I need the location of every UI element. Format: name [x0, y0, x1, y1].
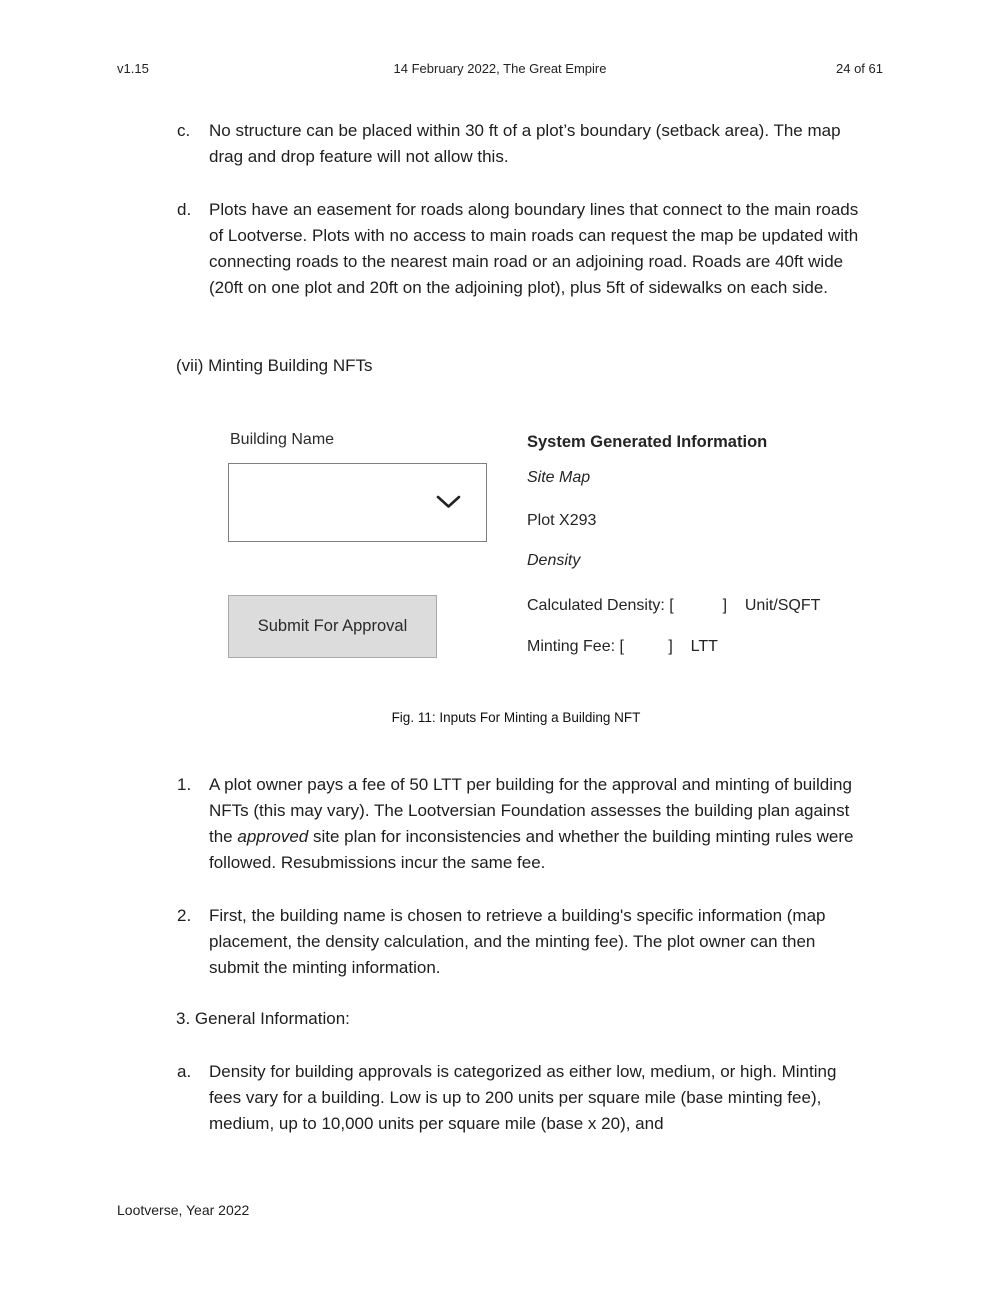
document-date-title: 14 February 2022, The Great Empire [393, 61, 607, 76]
submit-button-label: Submit For Approval [257, 617, 408, 635]
paragraph-d [117, 197, 867, 301]
calculated-density-field: Calculated Density: [ ] Unit/SQFT [527, 597, 821, 614]
submit-for-approval-button[interactable] [228, 595, 437, 658]
density-label: Density [527, 552, 581, 569]
paragraph-text-italic: approved [237, 827, 309, 846]
plot-value: Plot X293 [527, 512, 597, 529]
list-marker: 1. [177, 775, 192, 794]
paragraph-text-pre: A plot owner pays a fee of 50 LTT per building for the approval and minting of building NFTs (this may vary). The Lootversian Foundation assesses the building plan against the [209, 775, 852, 846]
paragraph-text: First, the building name is chosen to retrieve a building's specific information (map placement, the density calculation, and the minting fee). The plot owner can then submit the minting information. [209, 906, 826, 977]
heading-general-information: 3. General Information: [176, 1009, 350, 1028]
version-label: v1.15 [117, 61, 149, 76]
list-marker: c. [177, 121, 191, 140]
list-marker: d. [177, 200, 192, 219]
paragraph-text: Density for building approvals is categorized as either low, medium, or high. Minting fees vary for a building. Low is up to 200 units per square mile (base minting fee), medium, up to 10,000 units per square mile (base x 20), and [209, 1062, 837, 1133]
list-item-2 [117, 903, 867, 981]
page-header [117, 61, 883, 76]
footer-text: Lootverse, Year 2022 [117, 1202, 250, 1218]
building-name-label: Building Name [230, 431, 335, 448]
chevron-down-icon [436, 495, 461, 509]
list-marker: 2. [177, 906, 192, 925]
minting-fee-field: Minting Fee: [ ] LTT [527, 638, 718, 655]
paragraph-text: No structure can be placed within 30 ft of a plot’s boundary (setback area). The map drag and drop feature will not allow this. [209, 121, 841, 166]
paragraph-text [209, 772, 867, 876]
site-map-label: Site Map [527, 469, 591, 486]
list-marker: a. [177, 1062, 192, 1081]
building-name-dropdown[interactable] [228, 463, 487, 542]
system-generated-information-title: System Generated Information [527, 433, 768, 451]
figure-caption: Fig. 11: Inputs For Minting a Building NFT [391, 710, 641, 725]
list-item-1 [117, 772, 867, 876]
list-item-a [117, 1059, 867, 1137]
paragraph-text: Plots have an easement for roads along boundary lines that connect to the main roads of Lootverse. Plots with no access to main roads can request the map be updated with connecting roads to the nearest main road or an adjoining road. Roads are 40ft wide (20ft on one plot and 20ft on the adjoining plot), plus 5ft of sidewalks on each side. [209, 200, 859, 297]
paragraph-text-post: site plan for inconsistencies and whether the building minting rules were followed. Resubmissions incur the same fee. [209, 827, 854, 872]
paragraph-c [117, 118, 867, 170]
page-number: 24 of 61 [836, 61, 883, 76]
section-heading-vii: (vii) Minting Building NFTs [176, 356, 373, 375]
